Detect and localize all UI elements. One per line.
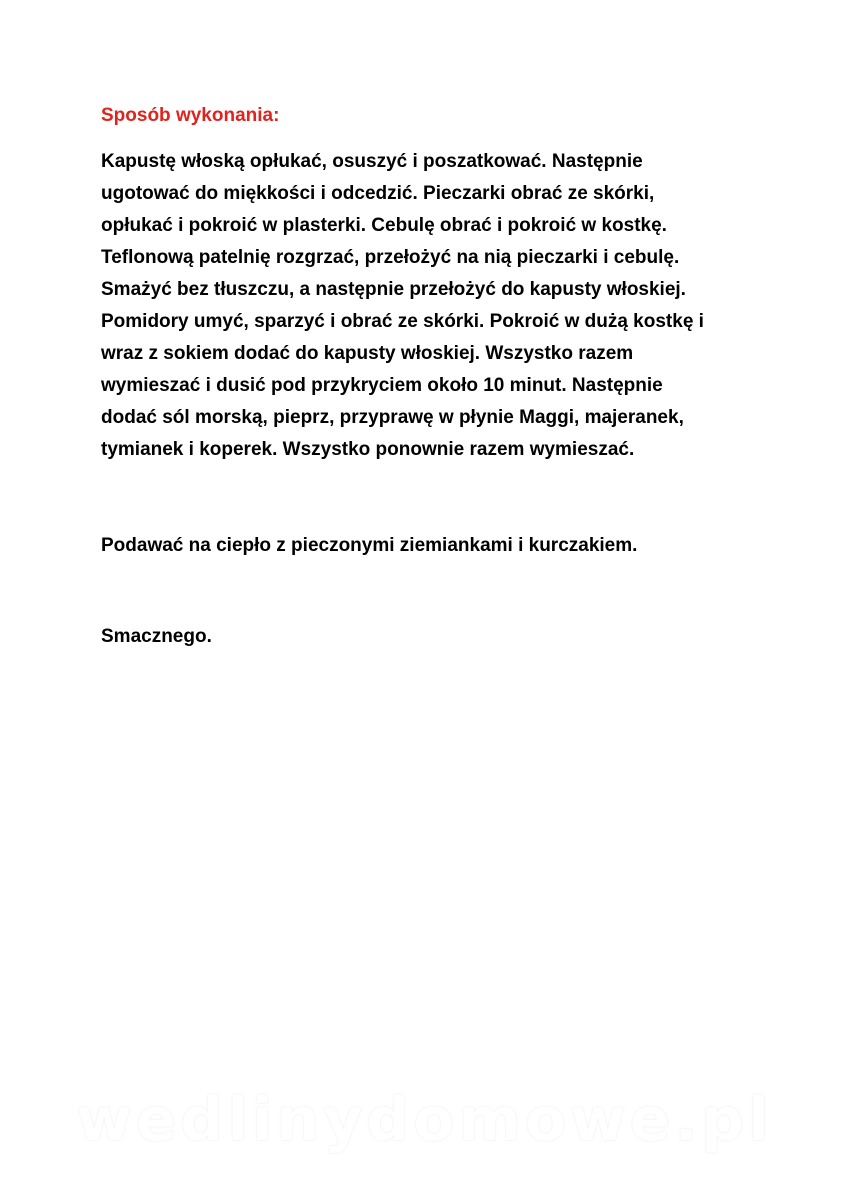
instruction-line: ugotować do miękkości i odcedzić. Pieczarki obrać ze skórki,	[101, 183, 655, 204]
instruction-line: Pomidory umyć, sparzyć i obrać ze skórki. Pokroić w dużą kostkę i	[101, 311, 704, 332]
watermark-text: wedlinydomowe.pl	[76, 1085, 773, 1155]
section-heading: Sposób wykonania:	[101, 105, 280, 126]
instructions-paragraph	[101, 146, 741, 466]
instruction-line: dodać sól morską, pieprz, przyprawę w płynie Maggi, majeranek,	[101, 407, 684, 428]
instruction-line: opłukać i pokroić w plasterki. Cebulę obrać i pokroić w kostkę.	[101, 215, 667, 236]
instruction-line: Kapustę włoską opłukać, osuszyć i poszatkować. Następnie	[101, 151, 643, 172]
instruction-line: Smażyć bez tłuszczu, a następnie przełożyć do kapusty włoskiej.	[101, 279, 686, 300]
instruction-line: Teflonową patelnię rozgrzać, przełożyć na nią pieczarki i cebulę.	[101, 247, 680, 268]
closing-text: Smacznego.	[101, 626, 212, 647]
instruction-line: tymianek i koperek. Wszystko ponownie razem wymieszać.	[101, 439, 635, 460]
instruction-line: wraz z sokiem dodać do kapusty włoskiej. Wszystko razem	[101, 343, 634, 364]
instruction-line: wymieszać i dusić pod przykryciem około 10 minut. Następnie	[101, 375, 663, 396]
serving-suggestion: Podawać na ciepło z pieczonymi ziemiankami i kurczakiem.	[101, 535, 638, 556]
